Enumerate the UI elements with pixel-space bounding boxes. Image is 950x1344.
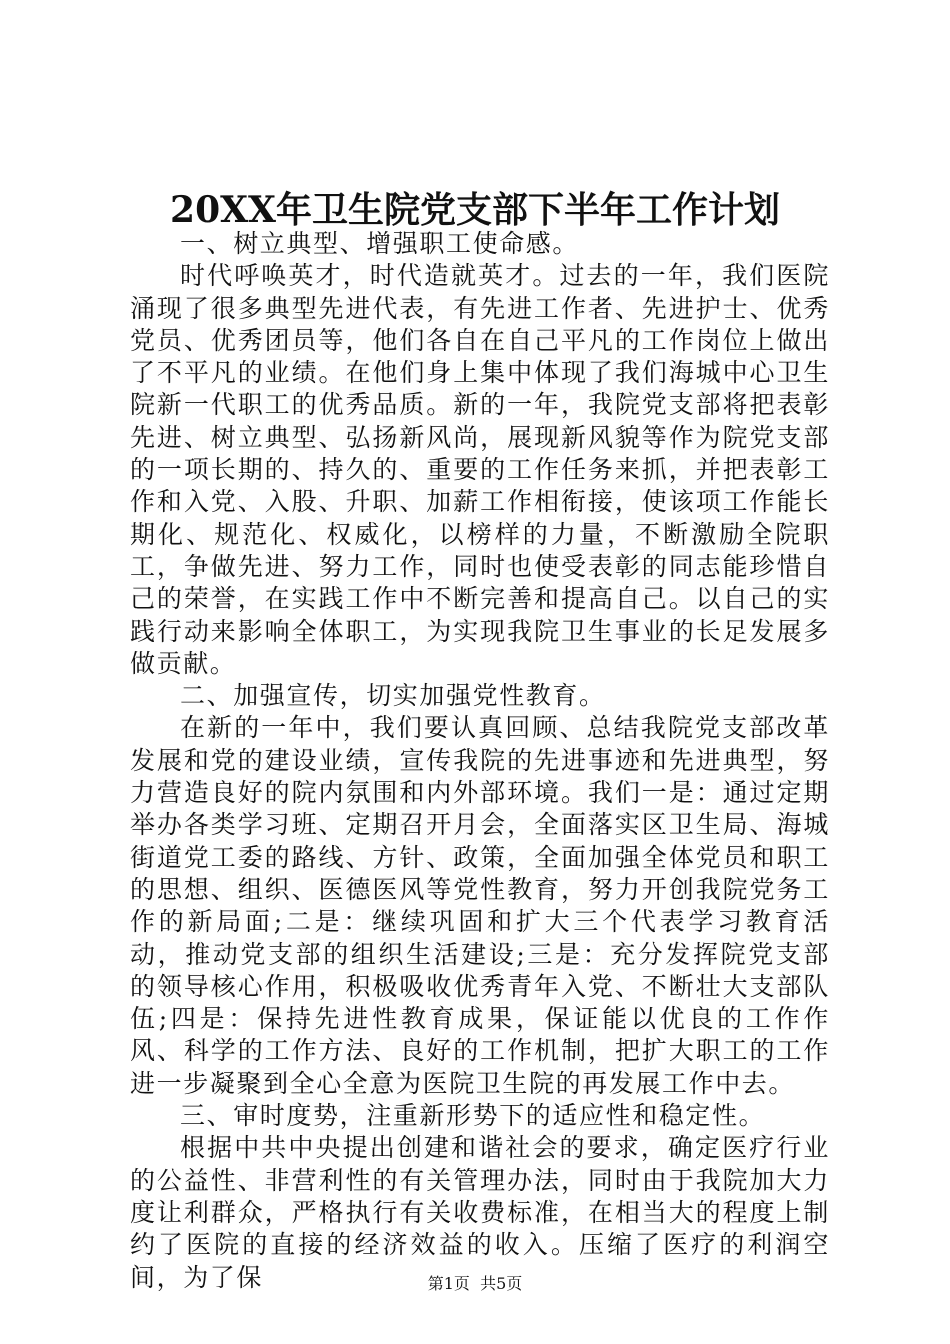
page-footer [0, 1272, 950, 1296]
paragraph-1: 时代呼唤英才，时代造就英才。过去的一年，我们医院涌现了很多典型先进代表，有先进工作者、先进护士、优秀党员、优秀团员等，他们各自在自己平凡的工作岗位上做出了不平凡的业绩。在他们身上集中体现了我们海城中心卫生院新一代职工的优秀品质。新的一年，我院党支部将把表彰先进、树立典型、弘扬新风尚，展现新风貌等作为院党支部的一项长期的、持久的、重要的工作任务来抓，并把表彰工作和入党、入股、升职、加薪工作相衔接，使该项工作能长期化、规范化、权威化，以榜样的力量，不断激励全院职工，争做先进、努力工作，同时也使受表彰的同志能珍惜自己的荣誉，在实践工作中不断完善和提高自己。以自己的实践行动来影响全体职工，为实现我院卫生事业的长足发展多做贡献。 [130, 261, 830, 678]
section-heading-2: 二、加强宣传，切实加强党性教育。 [180, 681, 606, 711]
section-heading-3: 三、审时度势，注重新形势下的适应性和稳定性。 [180, 1101, 766, 1131]
document-body [130, 228, 830, 1294]
section-heading-1: 一、树立典型、增强职工使命感。 [180, 229, 580, 258]
document-title: 20XX年卫生院党支部下半年工作计划 [170, 189, 780, 231]
paragraph-2: 在新的一年中，我们要认真回顾、总结我院党支部改革发展和党的建设业绩，宣传我院的先进事迹和先进典型，努力营造良好的院内氛围和内外部环境。我们一是：通过定期举办各类学习班、定期召开月会，全面落实区卫生局、海城街道党工委的路线、方针、政策，全面加强全体党员和职工的思想、组织、医德医风等党性教育，努力开创我院党务工作的新局面;二是：继续巩固和扩大三个代表学习教育活动，推动党支部的组织生活建设;三是：充分发挥院党支部的领导核心作用，积极吸收优秀青年入党、不断壮大支部队伍;四是：保持先进性教育成果，保证能以优良的工作作风、科学的工作方法、良好的工作机制，把扩大职工的工作进一步凝聚到全心全意为医院卫生院的再发展工作中去。 [130, 713, 830, 1098]
page-number: 第1页 共5页 [427, 1274, 523, 1293]
paragraph-3: 根据中共中央提出创建和谐社会的要求，确定医疗行业的公益性、非营利性的有关管理办法，同时由于我院加大力度让利群众，严格执行有关收费标准，在相当大的程度上制约了医院的直接的经济效益的收入。压缩了医疗的利润空间，为了保 [130, 1133, 830, 1292]
